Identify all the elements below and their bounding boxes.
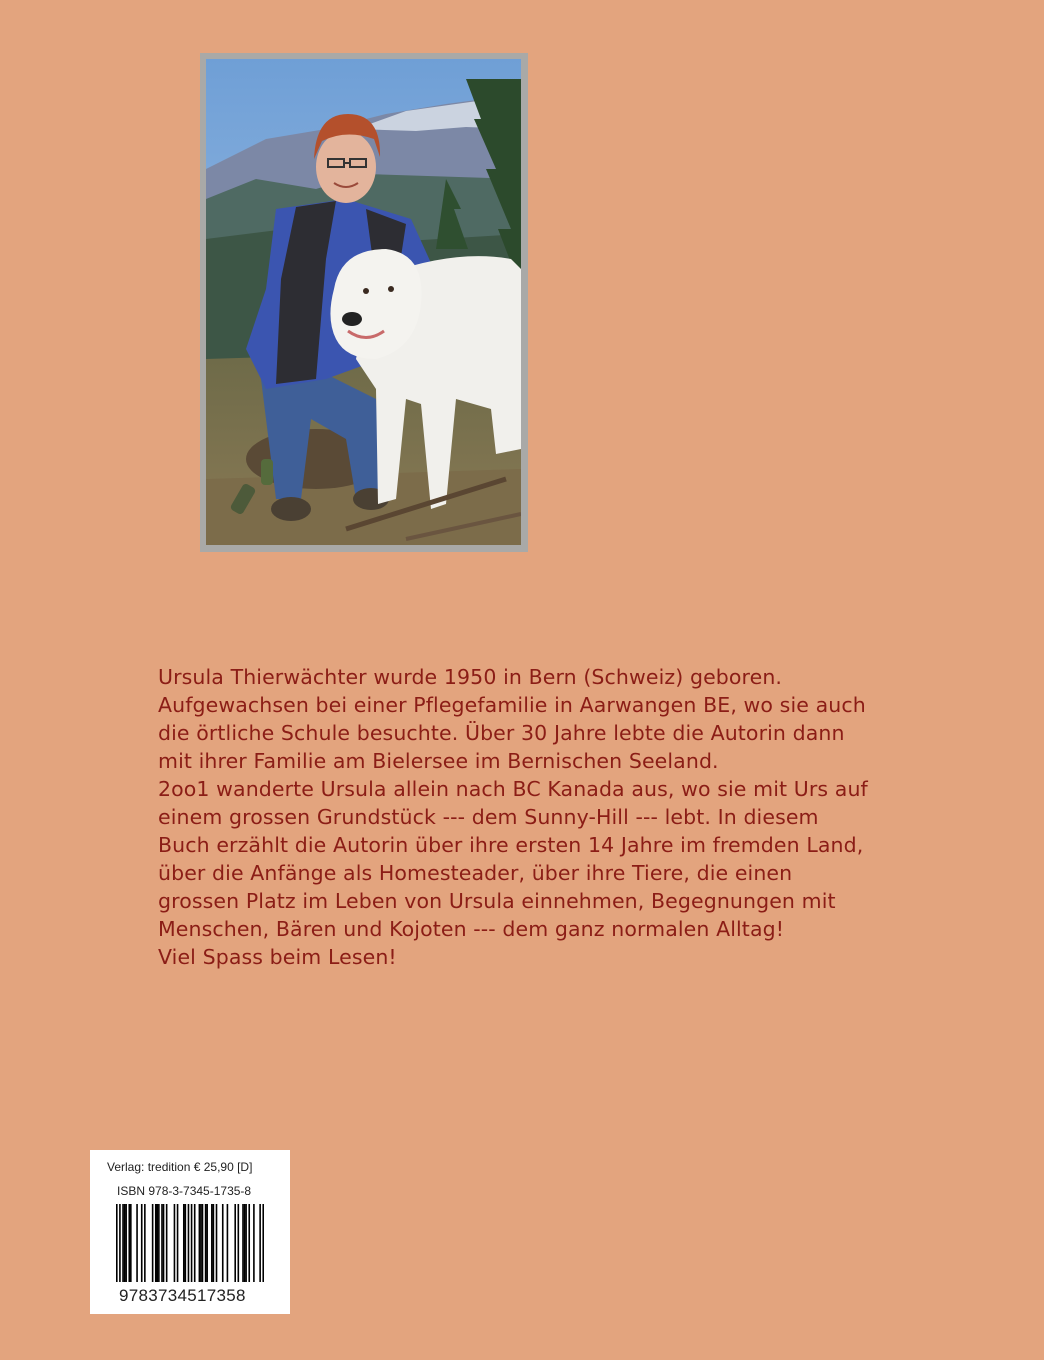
blurb-line: Menschen, Bären und Kojoten --- dem ganz normalen Alltag!	[158, 917, 785, 941]
barcode-bar	[119, 1204, 121, 1282]
blurb-line: einem grossen Grundstück --- dem Sunny-Hill --- lebt. In diesem	[158, 805, 819, 829]
blurb-line: grossen Platz im Leben von Ursula einnehmen, Begegnungen mit	[158, 889, 836, 913]
barcode-bar	[124, 1204, 126, 1282]
blurb-line: Buch erzählt die Autorin über ihre ersten 14 Jahre im fremden Land,	[158, 833, 864, 857]
barcode-bar	[202, 1204, 204, 1282]
ean-number: 9783734517358	[119, 1286, 246, 1305]
barcode-bar	[155, 1204, 157, 1282]
barcode-bar	[166, 1204, 168, 1282]
barcode-bar	[244, 1204, 246, 1282]
barcode-bar	[136, 1204, 138, 1282]
barcode-bar	[157, 1204, 159, 1282]
barcode-bar	[158, 1204, 160, 1282]
blurb-line: Ursula Thierwächter wurde 1950 in Bern (Schweiz) geboren.	[158, 665, 783, 689]
barcode-bar	[128, 1204, 130, 1282]
barcode-bar	[216, 1204, 218, 1282]
barcode-bar	[206, 1204, 208, 1282]
barcode-bar	[125, 1204, 127, 1282]
barcode-bar	[194, 1204, 196, 1282]
barcode-bar	[222, 1204, 224, 1282]
barcode-bar	[185, 1204, 187, 1282]
author-with-dog-image	[206, 59, 521, 545]
blurb-line: 2oo1 wanderte Ursula allein nach BC Kanada aus, wo sie mit Urs auf	[158, 777, 868, 801]
barcode-bar	[248, 1204, 250, 1282]
barcode-bar	[211, 1204, 213, 1282]
blurb-line: Aufgewachsen bei einer Pflegefamilie in Aarwangen BE, wo sie auch	[158, 693, 866, 717]
author-photo	[206, 59, 521, 545]
barcode-bar	[253, 1204, 255, 1282]
publisher-price-text: Verlag: tredition € 25,90 [D]	[107, 1160, 253, 1174]
barcode-bar	[199, 1204, 201, 1282]
blurb-line: mit ihrer Familie am Bielersee im Bernischen Seeland.	[158, 749, 719, 773]
blurb-line: die örtliche Schule besuchte. Über 30 Jahre lebte die Autorin dann	[158, 721, 845, 745]
barcode-bar	[174, 1204, 176, 1282]
barcode-bar	[116, 1204, 118, 1282]
author-photo-frame	[200, 53, 528, 552]
barcode-bar	[238, 1204, 240, 1282]
barcode-bar	[200, 1204, 202, 1282]
barcode-label	[90, 1150, 290, 1314]
barcode-bar	[262, 1204, 264, 1282]
barcode-bar	[163, 1204, 165, 1282]
barcode-bar	[213, 1204, 215, 1282]
barcode-bar	[141, 1204, 143, 1282]
barcode-bar	[259, 1204, 261, 1282]
isbn-text: ISBN 978-3-7345-1735-8	[117, 1184, 252, 1198]
barcode-bar	[161, 1204, 163, 1282]
barcode-bar	[177, 1204, 179, 1282]
barcode-bar	[234, 1204, 236, 1282]
author-biography-text	[158, 663, 958, 971]
barcode-bar	[188, 1204, 190, 1282]
barcode-bar	[242, 1204, 244, 1282]
barcode-bar	[227, 1204, 229, 1282]
barcode-bar	[245, 1204, 247, 1282]
ean-barcode	[116, 1204, 264, 1282]
barcode-bar	[205, 1204, 207, 1282]
barcode-bar	[122, 1204, 124, 1282]
barcode-bar	[191, 1204, 193, 1282]
barcode-bar	[130, 1204, 132, 1282]
blurb-line: über die Anfänge als Homesteader, über ihre Tiere, die einen	[158, 861, 793, 885]
barcode-bar	[183, 1204, 185, 1282]
blurb-line: Viel Spass beim Lesen!	[158, 945, 397, 969]
barcode-bar	[144, 1204, 146, 1282]
barcode-bar	[152, 1204, 154, 1282]
